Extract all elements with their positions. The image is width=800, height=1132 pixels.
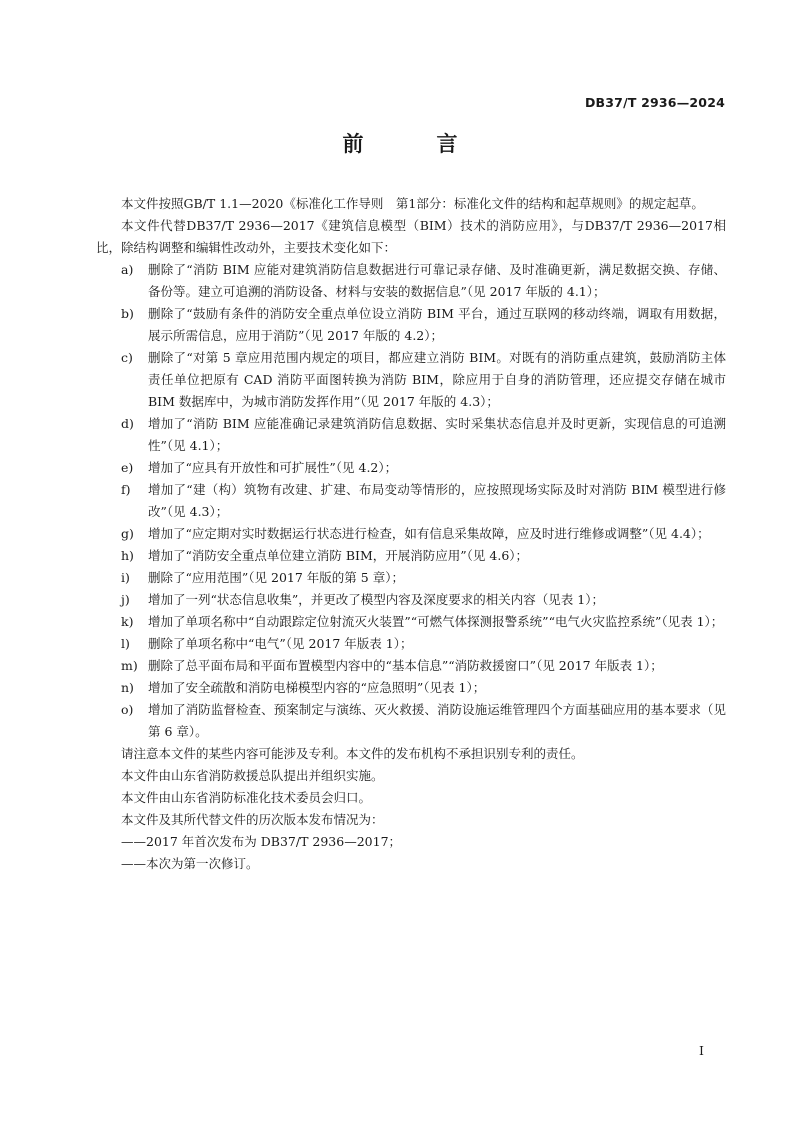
list-item [96, 655, 726, 677]
list-item [96, 457, 726, 479]
list-item [96, 633, 726, 655]
list-item-text: 删除了单项名称中“电气”（见 2017 年版表 1）； [148, 636, 413, 651]
list-item [96, 545, 726, 567]
list-item-text: 增加了“应具有开放性和可扩展性”（见 4.2）； [148, 460, 398, 475]
proposer-statement: 本文件由山东省消防救援总队提出并组织实施。 [121, 768, 384, 783]
list-item-label: a) [121, 262, 134, 277]
list-item [96, 413, 726, 457]
committee-statement: 本文件由山东省消防标准化技术委员会归口。 [121, 790, 372, 805]
list-item-label: o) [121, 702, 134, 717]
list-item-text: 增加了“消防 BIM 应能准确记录建筑消防信息数据、实时采集状态信息并及时更新，实现信息的可追溯性”（见 4.1）； [148, 416, 726, 453]
list-item-label: l) [121, 636, 130, 651]
list-item-label: k) [121, 614, 134, 629]
intro-paragraph: 本文件按照GB/T 1.1—2020《标准化工作导则 第1部分：标准化文件的结构和起草规则》的规定起草。 [121, 196, 704, 211]
list-item [96, 303, 726, 347]
list-item [96, 523, 726, 545]
list-item-text: 增加了“建（构）筑物有改建、扩建、布局变动等情形的，应按照现场实际及时对消防 BIM 模型进行修改”（见 4.3）； [148, 482, 726, 519]
list-item [96, 259, 726, 303]
list-item-label: i) [121, 570, 130, 585]
list-item-text: 增加了“应定期对实时数据运行状态进行检查，如有信息采集故障，应及时进行维修或调整”（见 4.4）； [148, 526, 710, 541]
list-item-label: b) [121, 306, 134, 321]
list-item-text: 增加了消防监督检查、预案制定与演练、灭火救援、消防设施运维管理四个方面基础应用的基本要求（见第 6 章）。 [148, 702, 726, 739]
list-item-label: e) [121, 460, 134, 475]
document-number: DB37/T 2936—2024 [584, 95, 725, 110]
list-item-label: n) [121, 680, 134, 695]
history-item: ——2017 年首次发布为 DB37/T 2936—2017； [121, 834, 402, 849]
list-item-text: 增加了安全疏散和消防电梯模型内容的“应急照明”（见表 1）； [148, 680, 486, 695]
list-item-label: j) [121, 592, 130, 607]
patent-notice: 请注意本文件的某些内容可能涉及专利。本文件的发布机构不承担识别专利的责任。 [121, 746, 584, 761]
changes-list [96, 259, 726, 743]
list-item-text: 删除了“对第 5 章应用范围内规定的项目，都应建立消防 BIM。对既有的消防重点建筑，鼓励消防主体责任单位把原有 CAD 消防平面图转换为消防 BIM，除应用于自身的消防管理，还应提交存储在城市 BIM 数据库中，为城市消防发挥作用”（见 2017 年版的 4.3）； [148, 350, 726, 409]
list-item-text: 增加了“消防安全重点单位建立消防 BIM，开展消防应用”（见 4.6）； [148, 548, 529, 563]
list-item-text: 删除了“消防 BIM 应能对建筑消防信息数据进行可靠记录存储、及时准确更新，满足数据交换、存储、备份等。建立可追溯的消防设备、材料与安装的数据信息”（见 2017 年版的 4.1）； [148, 262, 726, 299]
list-item [96, 567, 726, 589]
list-item [96, 699, 726, 743]
list-item-label: f) [121, 482, 131, 497]
list-item-text: 删除了总平面布局和平面布置模型内容中的“基本信息”“消防救援窗口”（见 2017 年版表 1）； [148, 658, 663, 673]
page-title: 前 言 [342, 132, 484, 156]
list-item [96, 677, 726, 699]
list-item-text: 增加了一列“状态信息收集”，并更改了模型内容及深度要求的相关内容（见表 1）； [148, 592, 604, 607]
list-item-label: d) [121, 416, 134, 431]
history-item: ——本次为第一次修订。 [121, 856, 259, 871]
list-item-label: h) [121, 548, 134, 563]
list-item [96, 479, 726, 523]
intro-paragraph: 本文件代替DB37/T 2936—2017《建筑信息模型（BIM）技术的消防应用》，与DB37/T 2936—2017相比，除结构调整和编辑性改动外，主要技术变化如下： [96, 218, 726, 255]
list-item [96, 347, 726, 413]
list-item-label: m) [121, 658, 138, 673]
list-item-text: 增加了单项名称中“自动跟踪定位射流灭火装置”“可燃气体探测报警系统”“电气火灾监控系统”（见表 1）； [148, 614, 724, 629]
list-item-text: 删除了“鼓励有条件的消防安全重点单位设立消防 BIM 平台，通过互联网的移动终端，调取有用数据，展示所需信息，应用于消防”（见 2017 年版的 4.2）； [148, 306, 726, 343]
document-body [96, 193, 726, 875]
list-item-label: g) [121, 526, 134, 541]
list-item [96, 611, 726, 633]
list-item [96, 589, 726, 611]
page-number: I [699, 1043, 704, 1058]
list-item-label: c) [121, 350, 133, 365]
list-item-text: 删除了“应用范围”（见 2017 年版的第 5 章）； [148, 570, 404, 585]
history-heading: 本文件及其所代替文件的历次版本发布情况为： [121, 812, 384, 827]
